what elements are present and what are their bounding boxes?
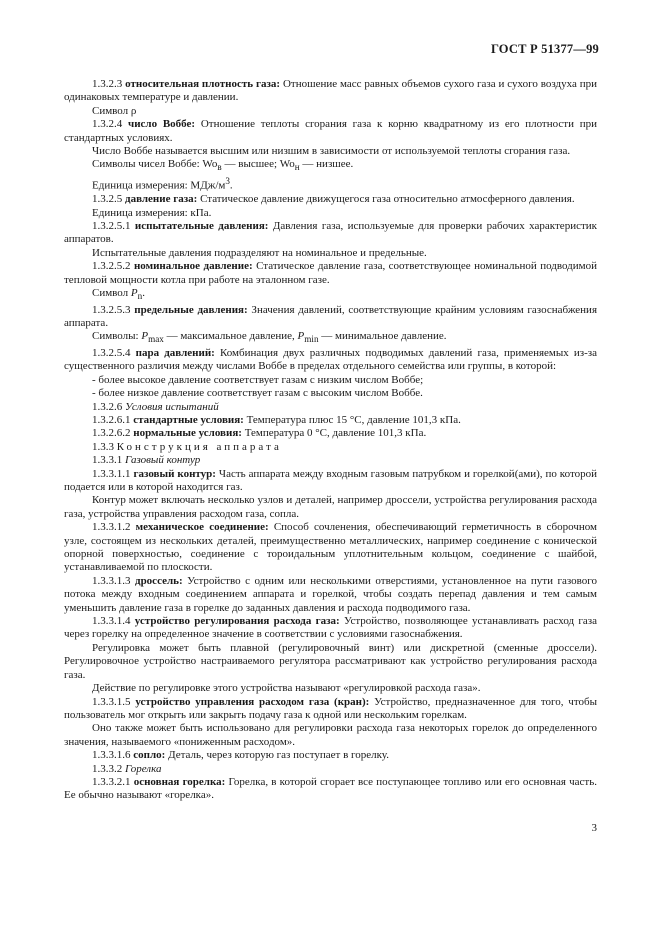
paragraph: [64, 287, 597, 304]
term: число Воббе:: [128, 118, 196, 131]
paragraph: [64, 207, 597, 220]
text: Отношение масс равных объемов сухого газа и сухого воздуха при одинаковых температуре и давлении.: [64, 78, 597, 104]
clause-number: 1.3.3.1.1: [92, 467, 131, 480]
clause-number: 1.3.2.5.2: [92, 260, 131, 273]
clause-number: 1.3.3.1.3: [92, 574, 131, 587]
paragraph: [64, 220, 597, 247]
clause-number: 1.3.3: [92, 440, 114, 453]
text: Регулировка может быть плавной (регулировочный винт) или дискретной (сменные дроссели). Регулировочное устройство настраиваемого регулятора рассматривают как устройство регулирования расхода газа.: [64, 641, 597, 681]
clause-number: 1.3.2.6.2: [92, 427, 131, 440]
term: пара давлений:: [135, 346, 215, 359]
clause-number: 1.3.2.5.3: [92, 303, 131, 316]
paragraph: [64, 260, 597, 287]
paragraph: [64, 696, 597, 723]
text: Устройство, позволяющее устанавливать расход газа через горелку на определенное значение в соответствии с условиями газоснабжения.: [64, 615, 597, 641]
term: дроссель:: [135, 574, 183, 587]
subscript: н: [294, 162, 300, 173]
term: относительная плотность газа:: [125, 78, 281, 90]
paragraph: [64, 642, 597, 682]
clause-number: 1.3.3.2: [92, 762, 123, 775]
text: Контур может включать несколько узлов и деталей, например дроссели, устройства регулирования расхода газа, устройства управления расходом газа, сопла.: [64, 494, 597, 520]
text: Способ сочленения, обеспечивающий герметичность в сборочном узле, состоящем из нескольких деталей, преимущественно металлических, например соединение с конической опорной поверхностью, соединение с тороидальным уплотнительным кольцом, соединение с шайбой, устанавливаемой по плоскости.: [64, 521, 598, 574]
paragraph: [64, 414, 597, 427]
clause-number: 1.3.2.5.1: [92, 219, 131, 232]
subscript: min: [304, 334, 319, 345]
paragraph: [64, 330, 597, 347]
section-title: Условия испытаний: [125, 400, 219, 413]
subscript: n: [137, 291, 143, 302]
paragraph: [64, 401, 597, 414]
text: — низшее.: [299, 158, 354, 171]
text: - более высокое давление соответствует газам с низким числом Воббе;: [92, 373, 424, 386]
section-title: Горелка: [125, 762, 162, 775]
text: Отношение теплоты сгорания газа к корню квадратному из его плотности при стандартных условиях.: [64, 118, 597, 144]
text: Давления газа, используемые для проверки рабочих характеристик аппаратов.: [64, 219, 597, 246]
paragraph: [64, 158, 597, 175]
term: устройство управления расходом газа (кран):: [135, 695, 370, 708]
text: Статическое давление газа, соответствующее номинальной подводимой тепловой мощности котла при работе на эталонном газе.: [64, 260, 597, 286]
term: давление газа:: [125, 193, 198, 206]
text: Часть аппарата между входным газовым патрубком и горелкой(ами), по которой подается или в которой находится газ.: [64, 467, 598, 493]
subscript: в: [217, 162, 222, 173]
paragraph: [64, 304, 597, 331]
text: .: [229, 179, 233, 192]
paragraph: [64, 682, 597, 695]
text: — высшее; Wo: [221, 158, 295, 171]
paragraph: [64, 521, 597, 575]
text: Единица измерения: МДж/м: [92, 179, 226, 192]
paragraph: [64, 387, 597, 400]
clause-number: 1.3.3.1.5: [92, 695, 131, 708]
text: Статическое давление движущегося газа относительно атмосферного давления.: [197, 193, 575, 206]
text: Единица измерения: кПа.: [92, 206, 212, 219]
paragraph: [64, 118, 597, 145]
text: Температура плюс 15 °С, давление 101,3 кПа.: [243, 413, 461, 426]
paragraph: [64, 722, 597, 749]
text: Число Воббе называется высшим или низшим в зависимости от используемой теплоты сгорания газа.: [92, 145, 571, 158]
symbol: P: [141, 330, 149, 343]
paragraph: [64, 749, 597, 762]
text: Действие по регулировке этого устройства называют «регулировкой расхода газа».: [92, 682, 481, 695]
clause-number: 1.3.3.1.2: [92, 521, 131, 534]
text: Температура 0 °С, давление 101,3 кПа.: [241, 427, 427, 440]
text: Символ: [92, 286, 131, 299]
text: - более низкое давление соответствует газам с высоким числом Воббе.: [92, 387, 423, 400]
clause-number: 1.3.2.5: [92, 193, 123, 206]
paragraph: [64, 78, 597, 105]
term: номинальное давление:: [133, 260, 253, 273]
symbol: P: [130, 286, 138, 299]
term: предельные давления:: [134, 303, 248, 316]
page-number: 3: [591, 822, 597, 834]
text: .: [142, 286, 145, 299]
section-title: Конструкция аппарата: [116, 440, 282, 453]
term: устройство регулирования расхода газа:: [134, 615, 340, 628]
paragraph: [64, 494, 597, 521]
text: Значения давлений, соответствующие крайним условиям газоснабжения аппарата.: [64, 303, 598, 329]
text: Устройство, предназначенное для того, чтобы пользователь мог открыть или закрыть подачу газа к одной или нескольким горелкам.: [64, 695, 597, 721]
term: основная горелка:: [133, 775, 226, 788]
text: — минимальное давление.: [318, 330, 447, 343]
paragraph: [64, 247, 597, 260]
subscript: max: [148, 334, 164, 345]
text: Устройство с одним или несколькими отверстиями, установленное на пути газового потока между входным соединением аппарата и горелкой, чтобы создать перепад давления и тем самым уменьшить давление газа в горелке до заданных давления и расхода подводимого газа.: [64, 574, 597, 614]
clause-number: 1.3.2.6: [92, 400, 123, 413]
clause-number: 1.3.3.1.4: [92, 615, 131, 628]
paragraph: [64, 193, 597, 206]
section-title: Газовый контур: [125, 454, 201, 467]
text: — максимальное давление,: [163, 330, 298, 343]
paragraph: [64, 468, 597, 495]
text: Деталь, через которую газ поступает в горелку.: [165, 749, 389, 762]
clause-number: 1.3.2.6.1: [92, 413, 131, 426]
paragraph: [64, 347, 597, 374]
clause-number: 1.3.3.2.1: [92, 775, 131, 788]
paragraph: [64, 441, 597, 454]
term: нормальные условия:: [133, 427, 242, 440]
clause-number: 1.3.2.5.4: [92, 346, 131, 359]
clause-number: 1.3.3.1.6: [92, 749, 131, 762]
term: испытательные давления:: [134, 219, 269, 232]
text: Оно также может быть использовано для регулировки расхода газа некоторых горелок до определенного значения, называемого «пониженным расходом».: [64, 722, 597, 748]
paragraph: [64, 454, 597, 467]
document-header: ГОСТ Р 51377—99: [490, 42, 599, 56]
paragraph: [64, 427, 597, 440]
paragraph: [64, 145, 597, 158]
clause-number: 1.3.3.1: [92, 454, 123, 467]
text: Символ ρ: [92, 104, 137, 117]
text: Символы чисел Воббе: Wo: [92, 158, 218, 171]
paragraph: [64, 175, 597, 193]
term: сопло:: [133, 749, 166, 762]
paragraph: [64, 776, 597, 803]
text: Испытательные давления подразделяют на номинальное и предельные.: [92, 246, 427, 259]
paragraph: [64, 575, 597, 615]
clause-number: 1.3.2.4: [92, 118, 123, 131]
term: стандартные условия:: [133, 413, 244, 426]
text: Комбинация двух различных подводимых давлений газа, применяемых из-за существенного различия между числами Воббе в пределах отдельного семейства или группы, в которой:: [64, 346, 598, 373]
superscript: 3: [225, 176, 230, 187]
paragraph: [64, 763, 597, 776]
clause-number: 1.3.2.3: [92, 78, 123, 90]
paragraph: [64, 105, 597, 118]
text: Символы:: [92, 330, 142, 343]
term: газовый контур:: [133, 467, 216, 480]
symbol: P: [297, 330, 305, 343]
document-body: [64, 78, 597, 803]
paragraph: [64, 374, 597, 387]
paragraph: [64, 615, 597, 642]
term: механическое соединение:: [135, 521, 269, 534]
text: Горелка, в которой сгорает все поступающее топливо или его основная часть. Ее обычно называют «горелка».: [64, 775, 598, 802]
